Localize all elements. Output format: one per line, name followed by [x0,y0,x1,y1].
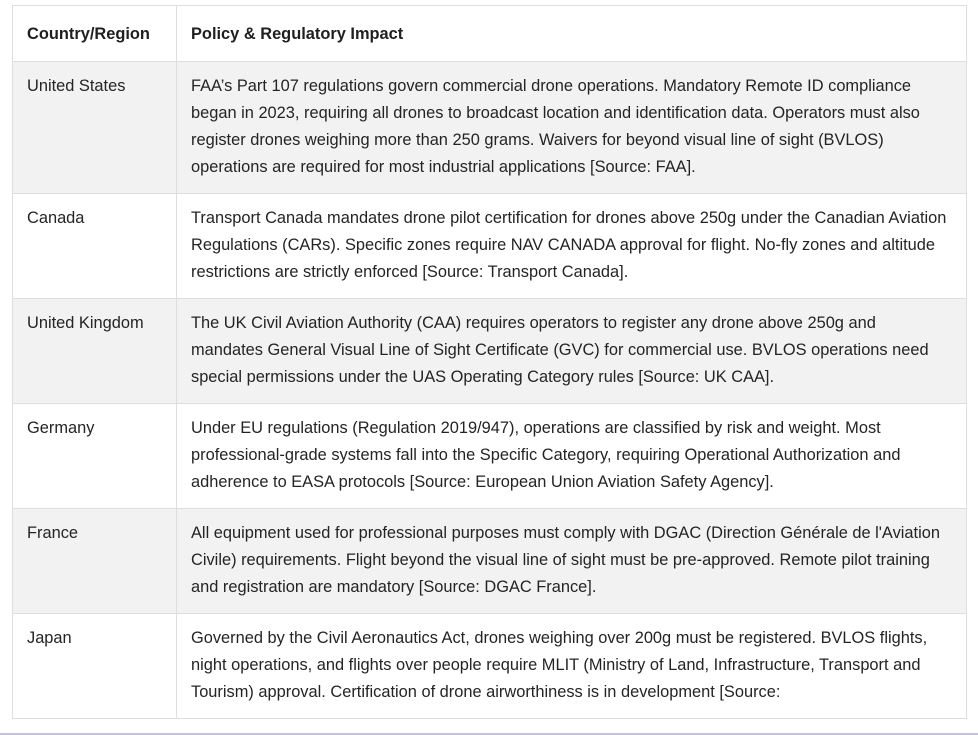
table-row [13,299,967,404]
country-cell: Germany [13,404,177,509]
table-row [13,194,967,299]
table-row [13,509,967,614]
policy-cell: The UK Civil Aviation Authority (CAA) requires operators to register any drone above 250g and mandates General Visual Line of Sight Certificate (GVC) for commercial use. BVLOS operations need special permissions under the UAS Operating Category rules [Source: UK CAA]. [177,299,967,404]
header-country-region: Country/Region [13,6,177,62]
policy-cell: FAA’s Part 107 regulations govern commercial drone operations. Mandatory Remote ID compliance began in 2023, requiring all drones to broadcast location and identification data. Operators must also register drones weighing more than 250 grams. Waivers for beyond visual line of sight (BVLOS) operations are required for most industrial applications [Source: FAA]. [177,62,967,194]
policy-cell: Governed by the Civil Aeronautics Act, drones weighing over 200g must be registered. BVLOS flights, night operations, and flights over people require MLIT (Ministry of Land, Infrastructure, Transport and Tourism) approval. Certification of drone airworthiness is in development [Source: [177,614,967,719]
table-header-row [13,6,967,62]
country-cell: United Kingdom [13,299,177,404]
table-row [13,62,967,194]
country-cell: Japan [13,614,177,719]
header-policy-impact: Policy & Regulatory Impact [177,6,967,62]
policy-cell: Under EU regulations (Regulation 2019/947), operations are classified by risk and weight. Most professional-grade systems fall into the Specific Category, requiring Operational Authorization and adherence to EASA protocols [Source: European Union Aviation Safety Agency]. [177,404,967,509]
table-row [13,404,967,509]
regulation-table [12,5,967,719]
country-cell: Canada [13,194,177,299]
country-cell: France [13,509,177,614]
policy-cell: All equipment used for professional purposes must comply with DGAC (Direction Générale de l'Aviation Civile) requirements. Flight beyond the visual line of sight must be pre-approved. Remote pilot training and registration are mandatory [Source: DGAC France]. [177,509,967,614]
table-row [13,614,967,719]
country-cell: United States [13,62,177,194]
policy-cell: Transport Canada mandates drone pilot certification for drones above 250g under the Canadian Aviation Regulations (CARs). Specific zones require NAV CANADA approval for flight. No-fly zones and altitude restrictions are strictly enforced [Source: Transport Canada]. [177,194,967,299]
